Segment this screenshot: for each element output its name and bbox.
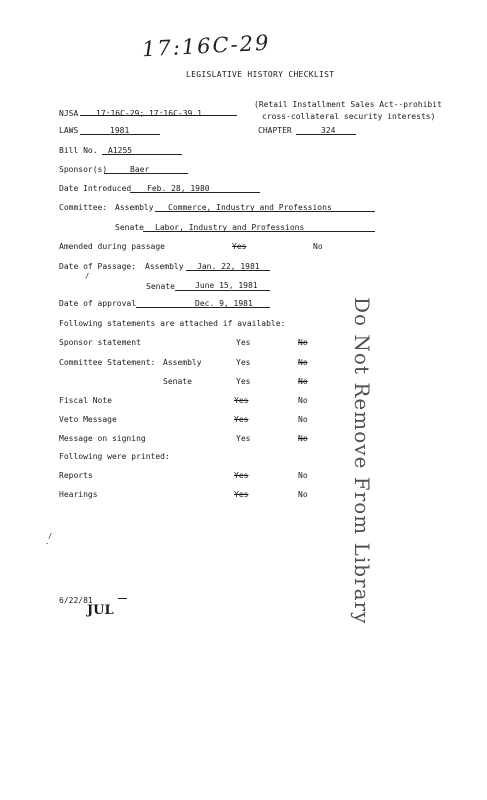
sponsor-statement-label: Sponsor statement bbox=[59, 338, 141, 347]
committee-senate-label: Senate bbox=[115, 223, 144, 232]
fiscal-note-label: Fiscal Note bbox=[59, 396, 112, 405]
stray-mark: · bbox=[45, 540, 50, 548]
sponsor-statement-no: No bbox=[298, 338, 308, 347]
committee-statement-senate-yes: Yes bbox=[236, 377, 251, 386]
chapter-value: 324 bbox=[321, 126, 336, 135]
veto-message-label: Veto Message bbox=[59, 415, 117, 424]
chapter-label: CHAPTER bbox=[258, 126, 292, 135]
footer-initials: JUL bbox=[87, 603, 114, 618]
veto-message-no: No bbox=[298, 415, 308, 424]
handwritten-statute-number: 17:16C-29 bbox=[141, 30, 271, 62]
hearings-no: No bbox=[298, 490, 308, 499]
laws-value: 1981 bbox=[110, 126, 130, 135]
date-introduced-value: Feb. 28, 1980 bbox=[147, 184, 210, 193]
committee-statement-senate-no: No bbox=[298, 377, 308, 386]
committee-statement-label: Committee Statement: bbox=[59, 358, 156, 367]
njsa-value: 17:16C-29; 17:16C-39.1 bbox=[96, 109, 202, 118]
laws-label: LAWS bbox=[59, 126, 79, 135]
sponsor-value: Baer bbox=[130, 165, 150, 174]
approval-value: Dec. 9, 1981 bbox=[195, 299, 253, 308]
bill-value: A1255 bbox=[108, 146, 133, 155]
page-title: LEGISLATIVE HISTORY CHECKLIST bbox=[186, 70, 335, 79]
committee-statement-senate-label: Senate bbox=[163, 377, 192, 386]
signing-message-yes: Yes bbox=[236, 434, 251, 443]
description-line-1: (Retail Installment Sales Act--prohibit bbox=[254, 100, 442, 109]
veto-message-yes: Yes bbox=[234, 415, 249, 424]
signing-message-label: Message on signing bbox=[59, 434, 146, 443]
passage-senate-label: Senate bbox=[146, 282, 175, 291]
njsa-label: NJSA bbox=[59, 109, 79, 118]
library-stamp: Do Not Remove From Library bbox=[350, 297, 374, 625]
passage-assembly-value: Jan. 22, 1981 bbox=[197, 262, 260, 271]
reports-no: No bbox=[298, 471, 308, 480]
hearings-yes: Yes bbox=[234, 490, 249, 499]
stray-mark: / bbox=[48, 532, 53, 540]
following-attached-heading: Following statements are attached if available: bbox=[59, 319, 286, 328]
fiscal-note-yes: Yes bbox=[234, 396, 249, 405]
committee-assembly-label: Assembly bbox=[115, 203, 154, 212]
reports-label: Reports bbox=[59, 471, 93, 480]
committee-assembly-value: Commerce, Industry and Professions bbox=[168, 203, 332, 212]
committee-label: Committee: bbox=[59, 203, 108, 212]
committee-statement-assembly-label: Assembly bbox=[163, 358, 202, 367]
stray-mark: / bbox=[85, 272, 90, 280]
passage-assembly-label: Assembly bbox=[145, 262, 184, 271]
following-printed-heading: Following were printed: bbox=[59, 452, 170, 461]
fiscal-note-no: No bbox=[298, 396, 308, 405]
sponsor-statement-yes: Yes bbox=[236, 338, 251, 347]
passage-label: Date of Passage: bbox=[59, 262, 137, 271]
committee-statement-assembly-yes: Yes bbox=[236, 358, 251, 367]
hearings-label: Hearings bbox=[59, 490, 98, 499]
date-introduced-label: Date Introduced bbox=[59, 184, 132, 193]
footer-date: 6/22/81 bbox=[59, 596, 93, 605]
reports-yes: Yes bbox=[234, 471, 249, 480]
footer-dash bbox=[118, 598, 127, 599]
committee-statement-assembly-no: No bbox=[298, 358, 308, 367]
approval-label: Date of approval bbox=[59, 299, 137, 308]
signing-message-no: No bbox=[298, 434, 308, 443]
committee-senate-value: Labor, Industry and Professions bbox=[155, 223, 305, 232]
amended-label: Amended during passage bbox=[59, 242, 165, 251]
sponsor-label: Sponsor(s) bbox=[59, 165, 108, 174]
description-line-2: cross-collateral security interests) bbox=[262, 112, 436, 121]
bill-label: Bill No. bbox=[59, 146, 98, 155]
amended-yes: Yes bbox=[232, 242, 247, 251]
passage-senate-value: June 15, 1981 bbox=[195, 281, 258, 290]
amended-no: No bbox=[313, 242, 323, 251]
